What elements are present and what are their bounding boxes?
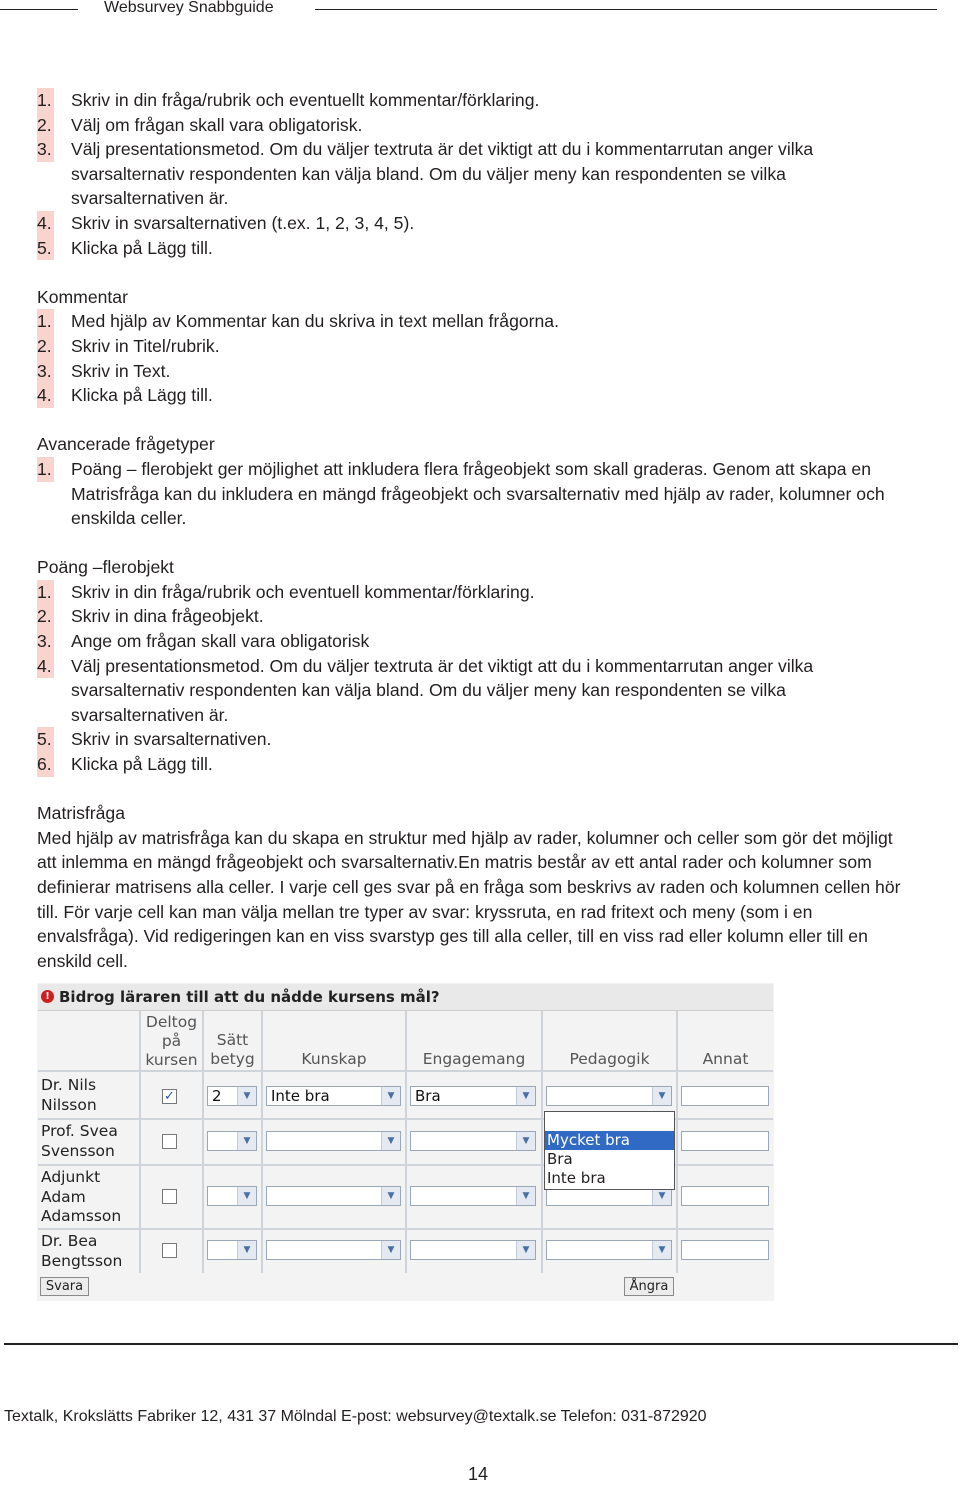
step-text: Med hjälp av Kommentar kan du skriva in text mellan frågorna.: [71, 311, 559, 332]
betyg-select[interactable]: [207, 1240, 257, 1260]
step-text: Ange om frågan skall vara obligatorisk: [71, 631, 370, 652]
column-header-betyg: Sätt betyg: [210, 1031, 255, 1068]
deltog-checkbox[interactable]: [162, 1134, 177, 1149]
column-header-engagemang: Engagemang: [422, 1050, 526, 1068]
kunskap-select[interactable]: [266, 1186, 401, 1206]
column-header-pedagogik: Pedagogik: [569, 1050, 650, 1068]
step-text: Skriv in din fråga/rubrik och eventuell kommentar/förklaring.: [71, 581, 535, 602]
row-label-cell: [38, 1230, 139, 1273]
list-item: [37, 359, 917, 384]
list-item: [37, 580, 917, 605]
step-text: Skriv in svarsalternativen (t.ex. 1, 2, 3, 4, 5).: [71, 212, 415, 233]
pedagogik-select[interactable]: [546, 1240, 672, 1260]
kunskap-select[interactable]: [266, 1240, 401, 1260]
annat-input[interactable]: [681, 1131, 769, 1151]
chevron-down-icon: ▼: [381, 1187, 400, 1205]
column-header-deltog: Deltog på kursen: [145, 1013, 198, 1069]
list-item: [37, 727, 917, 752]
engagemang-select[interactable]: [410, 1086, 536, 1106]
deltog-checkbox[interactable]: [162, 1189, 177, 1204]
column-header-cell: [407, 1011, 541, 1070]
betyg-select[interactable]: [207, 1086, 257, 1106]
footer-rule: [4, 1343, 958, 1345]
chevron-down-icon: ▼: [237, 1132, 256, 1150]
chevron-down-icon: ▼: [237, 1087, 256, 1105]
pedagogik-select[interactable]: [546, 1086, 672, 1106]
step-text: Klicka på Lägg till.: [71, 385, 213, 406]
corner-cell: [38, 1011, 139, 1070]
row-label: Adjunkt Adam Adamsson: [41, 1168, 122, 1225]
question-title: Bidrog läraren till att du nådde kursens mål?: [59, 988, 440, 1006]
matris-body: Med hjälp av matrisfråga kan du skapa en struktur med hjälp av rader, kolumner och celler som gör det möjligt att inlemma en mängd frågeobjekt och svarsalternativ.En matris består av ett antal rader och kolumner som definierar matrisens alla celler. I varje cell ges svar på en fråga som beskrivs av raden och kolumnen cellen hör till. För varje cell kan man välja mellan tre typer av svar: kryssruta, en rad fritext och meny (som i en envalsfråga). Vid redigeringen kan en viss svarstyp ges till alla celler, till en viss rad eller kolumn eller till en enskild cell.: [37, 827, 901, 971]
undo-button[interactable]: Ångra: [624, 1277, 674, 1296]
engagemang-select[interactable]: [410, 1240, 536, 1260]
dropdown-option[interactable]: Bra: [547, 1150, 573, 1168]
step-text: Skriv in din fråga/rubrik och eventuellt kommentar/förklaring.: [71, 90, 540, 110]
step-text: Skriv in svarsalternativen.: [71, 729, 272, 750]
step-text: Välj presentationsmetod. Om du väljer textruta är det viktigt att du i kommentarrutan anger vilka svarsalternativ respondenten kan välja bland. Om du väljer meny kan respondenten se vilka svarsalternativen är.: [71, 655, 814, 725]
list-item: [37, 383, 917, 408]
column-header-cell: [678, 1011, 773, 1070]
avancerade-section: [37, 432, 917, 530]
step-number: 3.: [37, 629, 54, 654]
footer-contact: Textalk, Krokslätts Fabriker 12, 431 37 Mölndal E-post: websurvey@textalk.se Telefon: 031-872920: [4, 1408, 707, 1425]
chevron-down-icon: ▼: [652, 1087, 671, 1105]
dropdown-option[interactable]: Inte bra: [547, 1169, 606, 1187]
betyg-select[interactable]: [207, 1186, 257, 1206]
pedagogik-dropdown-list: [544, 1111, 675, 1190]
deltog-checkbox[interactable]: [162, 1243, 177, 1258]
deltog-checkbox[interactable]: ✓: [162, 1089, 177, 1104]
step-number: 2.: [37, 113, 54, 138]
column-header-cell: [263, 1011, 405, 1070]
step-number: 1.: [37, 580, 54, 605]
annat-input[interactable]: [681, 1086, 769, 1106]
question-header: [38, 984, 773, 1011]
list-item: [37, 629, 917, 654]
dropdown-blank-option[interactable]: [545, 1112, 674, 1131]
column-header-cell: [141, 1011, 202, 1070]
page-number: 14: [468, 1464, 489, 1484]
matrix-question-screenshot: [37, 983, 774, 1301]
list-item: [37, 334, 917, 359]
list-item: [37, 457, 917, 531]
chevron-down-icon: ▼: [237, 1241, 256, 1259]
submit-button[interactable]: Svara: [40, 1277, 89, 1296]
step-number: 4.: [37, 383, 54, 408]
header-rule-left: [0, 9, 78, 10]
step-number: 4.: [37, 211, 54, 236]
matris-section: [37, 801, 917, 973]
intro-steps: [37, 88, 917, 260]
step-text: Välj presentationsmetod. Om du väljer textruta är det viktigt att du i kommentarrutan anger vilka svarsalternativ respondenten kan välja bland. Om du väljer meny kan respondenten se vilka svarsalternativen är.: [71, 139, 814, 209]
required-alert-icon: !: [41, 990, 54, 1003]
row-label: Dr. Bea Bengtsson: [41, 1232, 123, 1270]
list-item: [37, 113, 917, 138]
step-number: 3.: [37, 137, 54, 162]
step-number: 3.: [37, 359, 54, 384]
chevron-down-icon: ▼: [381, 1241, 400, 1259]
list-item: [37, 654, 917, 728]
header-title: Websurvey Snabbguide: [104, 0, 274, 16]
chevron-down-icon: ▼: [516, 1087, 535, 1105]
step-number: 1.: [37, 309, 54, 334]
poang-section: [37, 555, 917, 776]
kunskap-select[interactable]: [266, 1086, 401, 1106]
step-number: 2.: [37, 604, 54, 629]
list-item: [37, 137, 917, 211]
chevron-down-icon: ▼: [381, 1132, 400, 1150]
engagemang-select[interactable]: [410, 1186, 536, 1206]
chevron-down-icon: ▼: [652, 1241, 671, 1259]
annat-input[interactable]: [681, 1186, 769, 1206]
chevron-down-icon: ▼: [516, 1132, 535, 1150]
list-item: [37, 236, 917, 261]
section-heading: Avancerade frågetyper: [37, 434, 215, 455]
column-header-cell: [204, 1011, 261, 1070]
kunskap-select[interactable]: [266, 1131, 401, 1151]
column-header-kunskap: Kunskap: [301, 1050, 367, 1068]
step-number: 2.: [37, 334, 54, 359]
step-text: Skriv in Titel/rubrik.: [71, 335, 220, 356]
column-header-cell: [543, 1011, 676, 1070]
chevron-down-icon: ▼: [652, 1187, 671, 1205]
step-text: Välj om frågan skall vara obligatorisk.: [71, 114, 363, 135]
step-text: Klicka på Lägg till.: [71, 237, 213, 258]
step-number: 4.: [37, 654, 54, 679]
chevron-down-icon: ▼: [381, 1087, 400, 1105]
main-content: [37, 88, 917, 973]
chevron-down-icon: ▼: [237, 1187, 256, 1205]
step-number: 5.: [37, 727, 54, 752]
section-heading: Matrisfråga: [37, 803, 125, 824]
row-label-cell: [38, 1166, 139, 1228]
select-value: Bra: [415, 1087, 441, 1105]
list-item: [37, 211, 917, 236]
list-item: [37, 604, 917, 629]
betyg-select[interactable]: [207, 1131, 257, 1151]
row-label-cell: [38, 1072, 139, 1118]
step-text: Klicka på Lägg till.: [71, 754, 213, 775]
step-text: Skriv in Text.: [71, 360, 171, 381]
select-value: 2: [212, 1087, 222, 1105]
engagemang-select[interactable]: [410, 1131, 536, 1151]
section-heading: Poäng –flerobjekt: [37, 557, 174, 578]
step-number: 6.: [37, 752, 54, 777]
list-item: [37, 752, 917, 777]
step-number: 1.: [37, 457, 54, 482]
row-label-cell: [38, 1120, 139, 1164]
section-heading: Kommentar: [37, 286, 128, 307]
chevron-down-icon: ▼: [516, 1241, 535, 1259]
list-item: [37, 88, 917, 113]
row-label: Dr. Nils Nilsson: [41, 1076, 97, 1114]
kommentar-section: [37, 285, 917, 408]
dropdown-option[interactable]: Mycket bra: [545, 1131, 674, 1150]
column-header-annat: Annat: [702, 1050, 749, 1068]
chevron-down-icon: ▼: [516, 1187, 535, 1205]
step-number: 1.: [37, 88, 54, 113]
row-label: Prof. Svea Svensson: [41, 1122, 118, 1160]
step-number: 5.: [37, 236, 54, 261]
annat-input[interactable]: [681, 1240, 769, 1260]
list-item: [37, 309, 917, 334]
step-text: Skriv in dina frågeobjekt.: [71, 606, 264, 627]
select-value: Inte bra: [271, 1087, 330, 1105]
step-text: Poäng – flerobjekt ger möjlighet att inkludera flera frågeobjekt som skall graderas. Genom att skapa en Matrisfråga kan du inkludera en mängd frågeobjekt och svarsalternativ med hjälp av rader, kolumner och enskilda celler.: [71, 458, 885, 529]
header-rule-right: [315, 9, 937, 10]
